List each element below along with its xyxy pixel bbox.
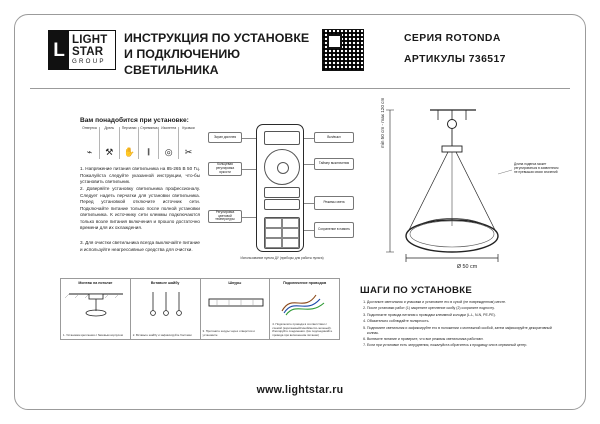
- tape-icon: ◎: [164, 147, 173, 157]
- remote-caption: Использование пульта ДУ (приборы для работы пульта): [240, 256, 324, 260]
- remote-keypad: [264, 217, 300, 249]
- intro-paragraph-1: 1. Напряжение питания светильника на 85-265 В 50 Гц. Пожалуйста следуйте указанной инструкции, что-бы установить светильник.: [80, 166, 200, 185]
- steps-title: ШАГИ ПО УСТАНОВКЕ: [360, 285, 473, 296]
- website-url[interactable]: www.lightstar.ru: [256, 384, 344, 396]
- intro-paragraph-3: 3. Для очистки светильника всегда выключайте питание и используйте неагрессивные средства для очистки.: [80, 240, 200, 252]
- box-caption: 1. Установка крепления с базовым корпусом: [63, 332, 123, 337]
- callout-onoff: Вкл/выкл: [314, 132, 354, 143]
- remote-button-row-1: [264, 187, 300, 198]
- callout-screen: Экран дисплея: [208, 132, 242, 143]
- step-item: 5. Поднимите светильник и зафиксируйте его в положении с монтажной скобой, затем зафиксируйте декоративный колпак.: [367, 326, 556, 336]
- tool-caption: Дрель: [104, 126, 115, 130]
- tool-caption: Отвертка: [82, 126, 97, 130]
- install-step-box-2: [131, 279, 201, 339]
- tool-caption: Кусачки: [182, 126, 195, 130]
- lamp-drawing: [372, 97, 562, 276]
- tools-title: Вам понадобится при установке:: [80, 117, 189, 124]
- step-item: 1. Достаньте светильник и упаковки и установите его в сухой (не поврежденном) месте.: [367, 300, 556, 305]
- tool-item: [100, 127, 120, 159]
- logo-mark: L: [49, 31, 69, 69]
- remote-button-row-2: [264, 199, 300, 210]
- step-item: 6. Включите питание и проверьте, что все режимы светильника работают.: [367, 337, 556, 342]
- box-title: Монтаж на потолке: [78, 281, 113, 285]
- box-title: Шнуры: [228, 281, 242, 285]
- callout-memory: Сохранение в память: [314, 222, 354, 238]
- tool-caption: Стремянка: [140, 126, 158, 130]
- drill-icon: ⚒: [105, 147, 114, 157]
- cable-icon: [201, 289, 270, 317]
- page-title: ИНСТРУКЦИЯ ПО УСТАНОВКЕ И ПОДКЛЮЧЕНИЮ СВЕТИЛЬНИКА: [124, 31, 310, 77]
- tool-item: [120, 127, 140, 159]
- callout-ring: Кольцевая регулировка яркости: [208, 162, 242, 176]
- box-title: Подключение проводов: [283, 281, 327, 285]
- steps-list: [360, 300, 556, 350]
- install-step-box-3: [201, 279, 271, 339]
- intro-paragraph-2: 2. Доверяйте установку светильника профессионалу. Следует надеть перчатки для установки светильника. Перед установкой отключите источник сети. Подключайте питание только после полной установки светильника. К источнику сети клеммы подключаются только возле питания включения и прошло достаточно времени для их охлаждения.: [80, 186, 200, 231]
- lamp-diameter-label: Ø 50 cm: [456, 264, 478, 270]
- tool-item: [80, 127, 100, 159]
- tool-item: [179, 127, 198, 159]
- tools-strip: [80, 127, 198, 159]
- install-illustrations: [60, 278, 340, 340]
- ceiling-mount-icon: [61, 289, 130, 317]
- remote-screen: [264, 131, 300, 145]
- step-item: 2. После установки работ (1) закрепите крепление скобу (2) сохраните подпочту.: [367, 306, 556, 311]
- washer-icon: [131, 289, 200, 317]
- lamp-note: Длина подвеса может регулироваться в заявленном не превышая своих значений: [514, 162, 559, 174]
- install-step-box-4: [270, 279, 339, 339]
- step-item: 3. Подключите провода питания к проводам клеммной колодки (L-L, N-N, PE-PE).: [367, 313, 556, 318]
- logo-line-3: GROUP: [72, 57, 106, 65]
- header-divider: [30, 88, 570, 89]
- series-label: СЕРИЯ ROTONDA: [404, 33, 501, 44]
- lamp-svg: [372, 104, 562, 276]
- pliers-icon: ✂: [184, 147, 193, 157]
- box-title: Вставьте шайбу: [150, 281, 180, 285]
- callout-dim: Регулировка цветовой температуры: [208, 210, 242, 223]
- remote-body: [256, 124, 304, 252]
- logo-line-1: LIGHT: [72, 34, 108, 47]
- qr-code-icon: [322, 29, 364, 71]
- tool-item: [159, 127, 179, 159]
- wiring-icon: [270, 289, 339, 317]
- callout-timer: Таймер выключения: [314, 158, 354, 170]
- box-caption: 3. Протяните шнуры через отверстия и установите: [202, 329, 255, 337]
- tool-caption: Изолента: [161, 126, 177, 130]
- ladder-icon: 𝄃: [147, 147, 150, 157]
- step-item: 7. Если при установке есть затруднения, пожалуйста обратитесь к продавцу или в сервисный центр.: [367, 343, 556, 348]
- article-label: АРТИКУЛЫ 736517: [404, 54, 506, 65]
- tool-item: [139, 127, 159, 159]
- brand-logo: [48, 30, 116, 70]
- box-caption: 4. Подключите провода в соответствии с схемой (коричневый/синий/желто-зеленый). Изолируйте соединения. (Не подсоединяйте провода при включенном питании): [272, 322, 333, 337]
- callout-mode: Режимы света: [314, 196, 354, 210]
- remote-diagram: [208, 118, 356, 258]
- gloves-icon: ✋: [123, 147, 135, 157]
- screwdriver-icon: ⌁: [86, 147, 93, 157]
- logo-line-2: STAR: [72, 45, 104, 58]
- box-caption: 2. Вставьте шайбу и зафиксируйте болтами: [132, 332, 192, 337]
- lamp-height-label: min 50 cm - max 120 cm: [380, 97, 385, 148]
- install-step-box-1: [61, 279, 131, 339]
- step-item: 4. Обязательно соблюдайте полярность.: [367, 319, 556, 324]
- tool-caption: Перчатки: [121, 126, 137, 130]
- remote-dial: [264, 149, 300, 185]
